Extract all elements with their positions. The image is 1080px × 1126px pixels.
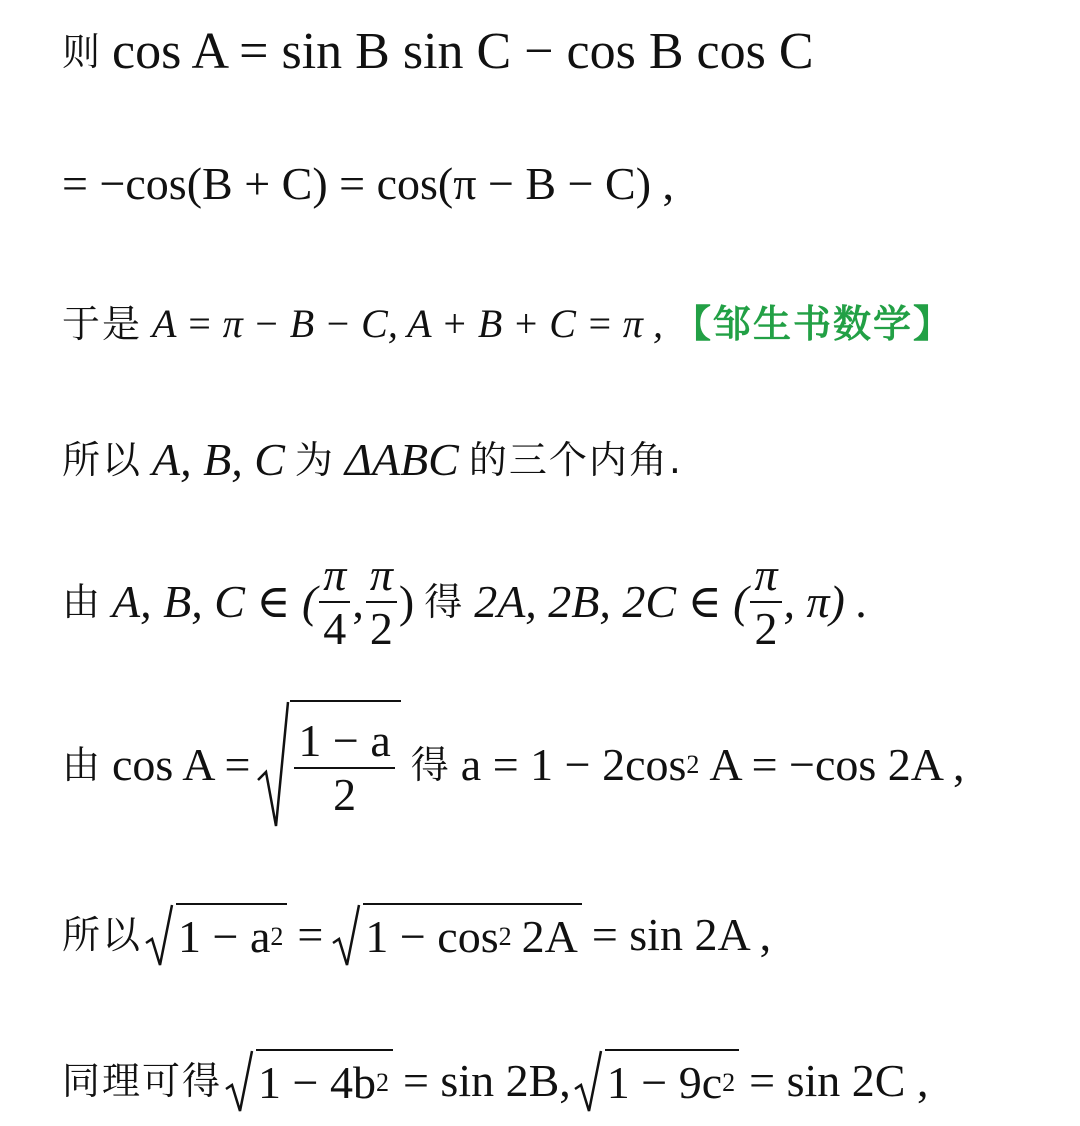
fraction-numerator: π — [319, 551, 350, 603]
line-8-mid: = sin 2B, — [402, 1055, 571, 1106]
fraction-pi-over-2-b — [750, 548, 781, 654]
fraction-numerator: π — [750, 551, 781, 603]
line-6-mid: 得 — [410, 743, 451, 787]
line-6-math-b: a = 1 − 2cos — [460, 739, 687, 790]
line-3-prefix: 于是 — [62, 302, 143, 346]
line-5-math-b: 2A, 2B, 2C ∈ ( — [474, 576, 749, 627]
line-6: 由 cos A = $\frac{1 - a}{2}$ 得 a = 1 − 2cos 2 A = −cos 2A , — [62, 700, 1060, 830]
fraction-numerator: π — [366, 551, 397, 603]
line-1 — [62, 23, 1060, 80]
sqrt-expression — [256, 700, 400, 830]
fraction-pi-over-4 — [319, 548, 350, 654]
sqrt-numerator: 1 − a — [294, 717, 394, 769]
line-5-tail: , π) . — [783, 576, 868, 627]
sqrt-2-content-b: 2A — [521, 911, 578, 962]
line-5-close: ) — [398, 576, 415, 627]
line-1-math: cos A = sin B sin C − cos B cos C — [112, 23, 814, 80]
fraction-pi-over-2 — [366, 548, 397, 654]
radical-sign-icon — [571, 1049, 605, 1113]
radical-sign-icon — [256, 700, 290, 830]
line-3-math: A = π − B − C, A + B + C = π , — [152, 301, 663, 346]
line-6-prefix: 由 — [62, 743, 103, 787]
line-5 — [62, 548, 1060, 654]
line-4-math-a: A, B, C — [152, 434, 285, 485]
line-5-math-a: A, B, C ∈ ( — [112, 576, 318, 627]
line-7-prefix: 所以 — [62, 913, 143, 957]
radical-sign-icon — [329, 903, 363, 967]
sqrt-4-content: 1 − 9c — [606, 1057, 723, 1108]
sqrt-1-minus-4b2: 1 − 4b 2 — [222, 1049, 393, 1113]
line-8 — [62, 1046, 1060, 1116]
line-2-math: = −cos(B + C) = cos(π − B − C) , — [62, 158, 675, 209]
line-5-mid: 得 — [424, 580, 465, 624]
sqrt-2-content-a: 1 − cos — [365, 911, 499, 962]
line-3 — [62, 300, 1060, 348]
sqrt-3-content: 1 − 4b — [258, 1057, 376, 1108]
line-6-math-a: cos A = — [112, 739, 251, 790]
line-4-suffix: 的三个内角. — [468, 438, 683, 482]
line-5-prefix: 由 — [62, 580, 103, 624]
brand-tag: 【邹生书数学】 — [672, 302, 953, 346]
line-4 — [62, 434, 1060, 486]
sqrt-1-minus-a2: 1 − a 2 — [142, 903, 287, 967]
radical-sign-icon — [222, 1049, 256, 1113]
fraction-denominator: 2 — [369, 603, 393, 654]
fraction-denominator: 4 — [323, 603, 347, 654]
sqrt-1-minus-cos2: 1 − cos 2 2A — [329, 903, 582, 967]
line-2 — [62, 160, 1060, 208]
line-8-tail: = sin 2C , — [749, 1055, 929, 1106]
line-4-prefix: 所以 — [62, 438, 143, 482]
line-5-comma: , — [352, 576, 364, 627]
line-7-tail: = sin 2A , — [591, 909, 772, 960]
sqrt-denominator: 2 — [333, 769, 357, 820]
line-7 — [62, 900, 1060, 970]
sqrt-1-content: 1 − a — [178, 911, 271, 962]
line-8-prefix: 同理可得 — [62, 1059, 223, 1103]
line-6-math-c: A = −cos 2A , — [709, 739, 965, 790]
line-7-eq: = — [297, 909, 324, 960]
line-4-mid: 为 — [294, 438, 335, 482]
line-4-math-b: ΔABC — [344, 434, 459, 485]
fraction-denominator: 2 — [754, 603, 778, 654]
radical-sign-icon — [142, 903, 176, 967]
sqrt-1-minus-9c2: 1 − 9c 2 — [571, 1049, 739, 1113]
line-1-prefix: 则 — [62, 30, 103, 74]
